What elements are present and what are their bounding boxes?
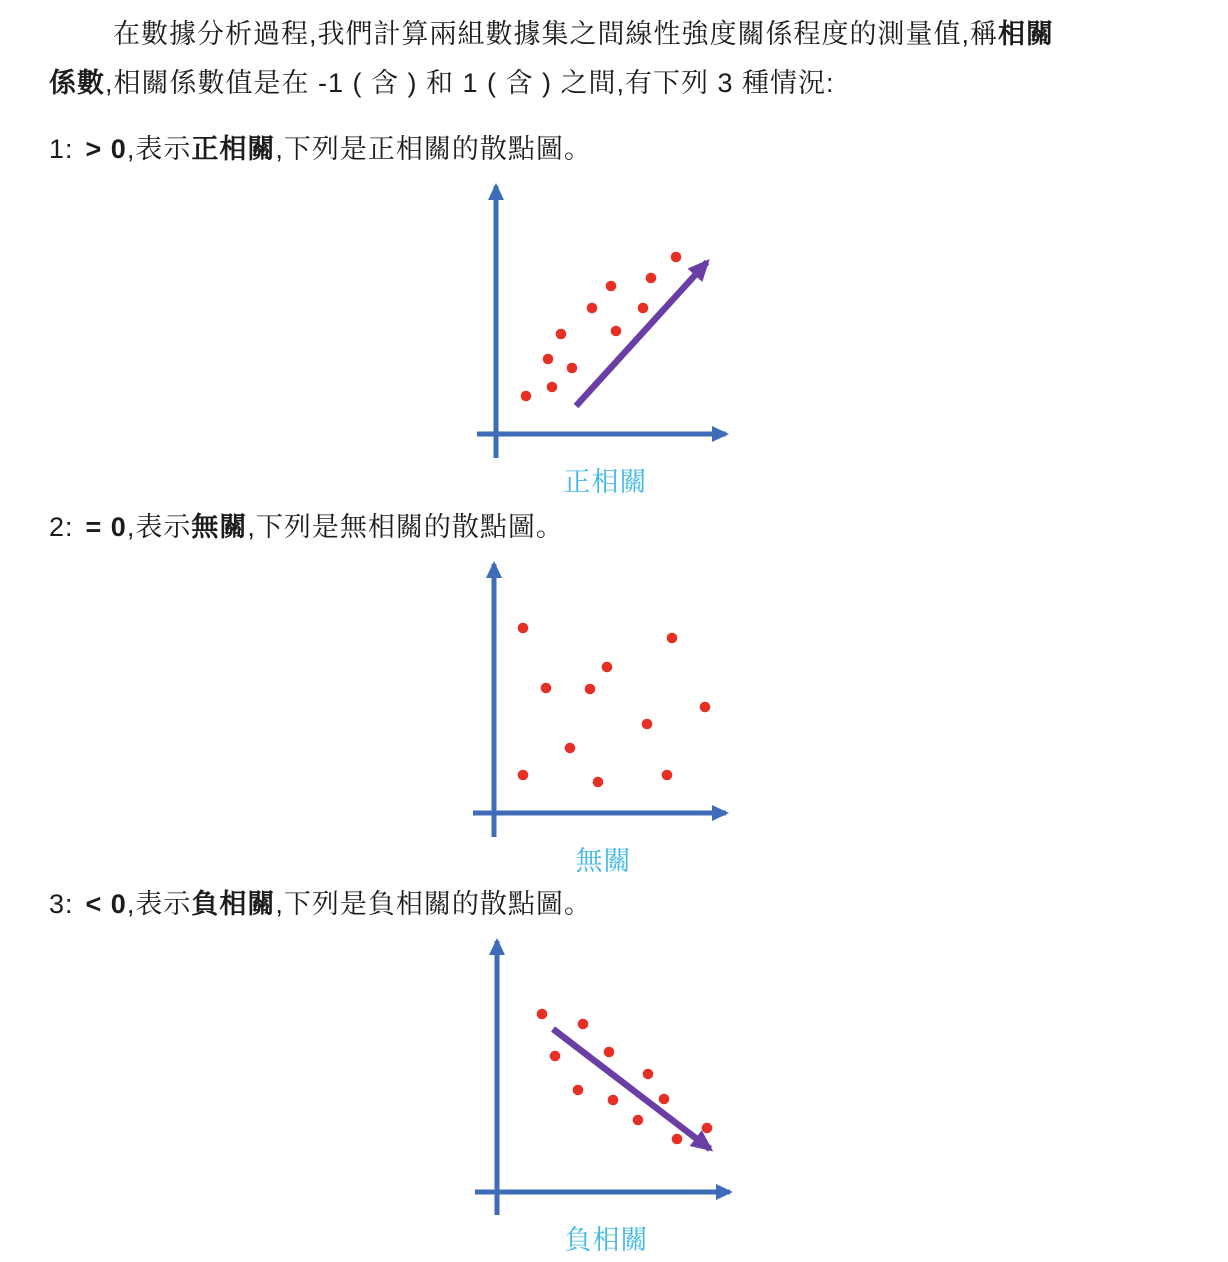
- list-item-negative: [49, 887, 592, 921]
- data-point: [604, 1047, 615, 1058]
- term-correlation-coefficient-part2: 係數: [49, 68, 105, 98]
- data-point: [537, 1009, 548, 1020]
- item-number: 1:: [49, 134, 74, 164]
- item-operator: = 0: [85, 512, 127, 542]
- data-point: [593, 777, 604, 788]
- list-item-none: [49, 510, 564, 544]
- axes: [475, 941, 730, 1215]
- item-number: 3:: [49, 889, 74, 919]
- intro-text-1: 在數據分析過程,我們計算兩組數據集之間線性強度關係程度的測量值,稱: [113, 19, 999, 49]
- item-operator: > 0: [85, 134, 127, 164]
- data-point: [518, 623, 529, 634]
- data-point: [642, 719, 653, 730]
- data-point: [611, 326, 622, 337]
- data-point: [541, 683, 552, 694]
- intro-line-2: [49, 66, 835, 100]
- data-point: [608, 1095, 619, 1106]
- item-rest-text: ,下列是負相關的散點圖。: [275, 889, 592, 919]
- data-point: [667, 633, 678, 644]
- data-point: [700, 702, 711, 713]
- figure-caption: 無關: [575, 846, 632, 876]
- data-point: [602, 662, 613, 673]
- data-point: [518, 770, 529, 781]
- data-point: [587, 303, 598, 314]
- data-point: [585, 684, 596, 695]
- term-correlation-coefficient-part1: 相關: [998, 19, 1055, 49]
- item-mid-text: ,表示: [126, 889, 192, 919]
- data-point: [659, 1094, 670, 1105]
- data-point: [521, 391, 532, 402]
- data-point: [633, 1115, 644, 1126]
- scatter-plot-positive-correlation: [460, 178, 750, 510]
- item-rest-text: ,下列是正相關的散點圖。: [275, 134, 592, 164]
- item-term: 無關: [191, 512, 248, 542]
- item-mid-text: ,表示: [126, 512, 192, 542]
- item-mid-text: ,表示: [126, 134, 192, 164]
- item-term: 正相關: [191, 134, 276, 164]
- data-point: [702, 1123, 713, 1134]
- axes: [477, 186, 726, 458]
- axes: [473, 564, 726, 837]
- data-point: [671, 252, 682, 263]
- list-item-positive: [49, 132, 592, 166]
- intro-line-1: [49, 17, 1054, 51]
- data-point: [646, 273, 657, 284]
- data-point: [543, 354, 554, 365]
- item-term: 負相關: [191, 889, 276, 919]
- data-point: [643, 1069, 654, 1080]
- data-point: [606, 281, 617, 292]
- data-point: [567, 363, 578, 374]
- data-point: [565, 743, 576, 754]
- data-point: [556, 329, 567, 340]
- scatter-plot-negative-correlation: [460, 930, 750, 1262]
- item-operator: < 0: [85, 889, 127, 919]
- trend-arrow: [576, 262, 707, 406]
- data-point: [547, 382, 558, 393]
- item-number: 2:: [49, 512, 74, 542]
- figure-caption: 正相關: [563, 467, 648, 497]
- intro-text-2: ,相關係數值是在 -1 ( 含 ) 和 1 ( 含 ) 之間,有下列 3 種情況:: [105, 68, 835, 98]
- data-point: [638, 303, 649, 314]
- scatter-plot-no-correlation: [460, 555, 750, 885]
- item-rest-text: ,下列是無相關的散點圖。: [247, 512, 564, 542]
- figure-caption: 負相關: [564, 1225, 649, 1255]
- data-point: [578, 1019, 589, 1030]
- data-point: [662, 770, 673, 781]
- data-point: [573, 1085, 584, 1096]
- data-point: [672, 1134, 683, 1145]
- data-point: [550, 1051, 561, 1062]
